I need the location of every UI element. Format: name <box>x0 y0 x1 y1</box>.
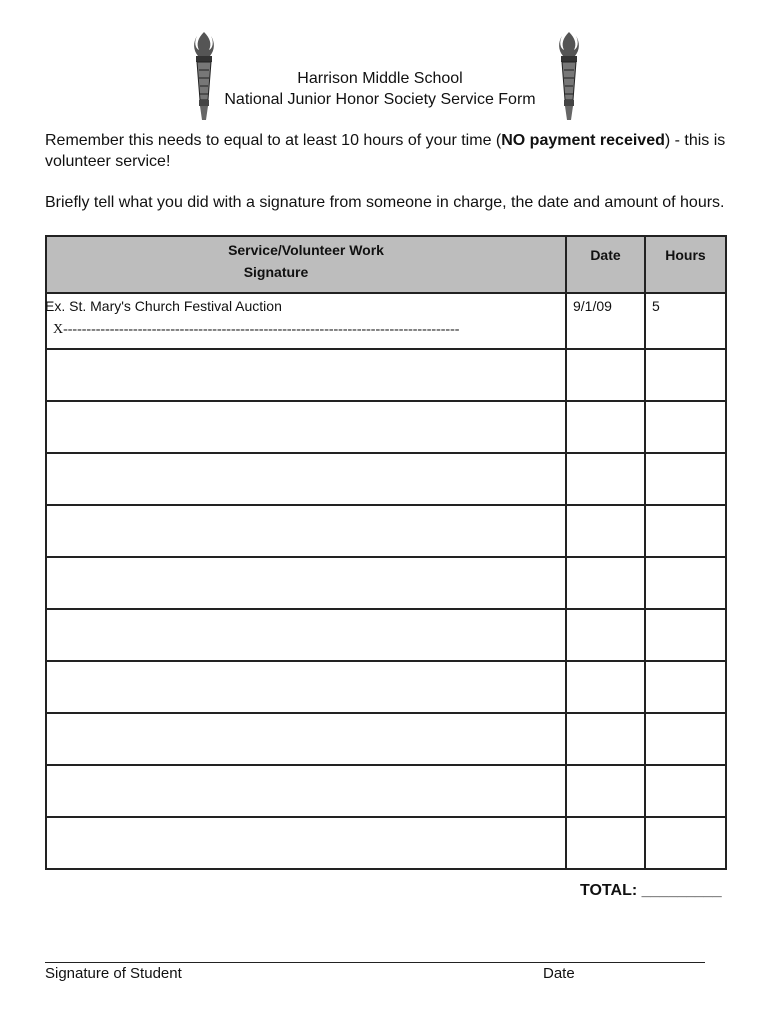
hours-cell[interactable] <box>645 453 726 505</box>
service-cell[interactable] <box>46 293 566 349</box>
hours-cell[interactable] <box>645 817 726 869</box>
service-cell[interactable] <box>46 713 566 765</box>
table-row <box>46 765 726 817</box>
service-cell[interactable] <box>46 609 566 661</box>
example-date: 9/1/09 <box>573 298 612 314</box>
table-row <box>46 401 726 453</box>
student-signature-label: Signature of Student <box>45 965 182 982</box>
table-row <box>46 453 726 505</box>
signature-date-label: Date <box>543 965 575 982</box>
table-header-row <box>46 236 726 293</box>
table-row <box>46 609 726 661</box>
total-field[interactable]: TOTAL: _________ <box>580 882 722 899</box>
hours-cell[interactable] <box>645 349 726 401</box>
col-header-date <box>566 236 645 293</box>
hours-cell[interactable] <box>645 661 726 713</box>
form-title: National Junior Honor Society Service Form <box>224 91 536 108</box>
hours-cell[interactable] <box>645 293 726 349</box>
service-log-table <box>45 235 727 870</box>
service-cell[interactable] <box>46 661 566 713</box>
col-hours-label: Hours <box>665 247 706 263</box>
col-signature-label: Signature <box>243 264 309 280</box>
service-cell[interactable] <box>46 401 566 453</box>
date-cell[interactable] <box>566 817 645 869</box>
date-cell[interactable] <box>566 401 645 453</box>
intro-text-pre: Remember this needs to equal to at least 10 hours of your time ( <box>45 132 502 149</box>
service-cell[interactable] <box>46 817 566 869</box>
signature-line <box>45 962 705 963</box>
table-row <box>46 713 726 765</box>
hours-cell[interactable] <box>645 713 726 765</box>
date-cell[interactable] <box>566 293 645 349</box>
col-service-label: Service/Volunteer Work <box>228 242 384 258</box>
col-date-label: Date <box>590 247 621 263</box>
date-cell[interactable] <box>566 557 645 609</box>
table-row <box>46 505 726 557</box>
intro-requirement <box>45 130 735 172</box>
hours-cell[interactable] <box>645 609 726 661</box>
intro-text-post: ) - this is volunteer service! <box>45 132 726 170</box>
intro-text-bold: NO payment received <box>501 132 665 149</box>
service-cell[interactable] <box>46 557 566 609</box>
table-row-example <box>46 293 726 349</box>
date-cell[interactable] <box>566 661 645 713</box>
date-cell[interactable] <box>566 765 645 817</box>
form-header <box>0 68 770 110</box>
hours-cell[interactable] <box>645 557 726 609</box>
table-row <box>46 817 726 869</box>
col-header-hours <box>645 236 726 293</box>
date-cell[interactable] <box>566 453 645 505</box>
col-header-service <box>46 236 566 293</box>
service-cell[interactable] <box>46 349 566 401</box>
intro-instructions: Briefly tell what you did with a signature from someone in charge, the date and amount of hours. <box>45 194 725 211</box>
service-cell[interactable] <box>46 505 566 557</box>
hours-cell[interactable] <box>645 505 726 557</box>
hours-cell[interactable] <box>645 765 726 817</box>
service-cell[interactable] <box>46 453 566 505</box>
table-row <box>46 557 726 609</box>
example-hours: 5 <box>652 298 660 314</box>
example-service: Ex. St. Mary's Church Festival Auction <box>45 298 282 314</box>
date-cell[interactable] <box>566 505 645 557</box>
date-cell[interactable] <box>566 349 645 401</box>
table-row <box>46 349 726 401</box>
service-cell[interactable] <box>46 765 566 817</box>
date-cell[interactable] <box>566 609 645 661</box>
hours-cell[interactable] <box>645 401 726 453</box>
example-signature-line: X------------------------------------------------------------------------------------- <box>53 322 460 337</box>
school-name: Harrison Middle School <box>297 70 463 87</box>
table-row <box>46 661 726 713</box>
date-cell[interactable] <box>566 713 645 765</box>
